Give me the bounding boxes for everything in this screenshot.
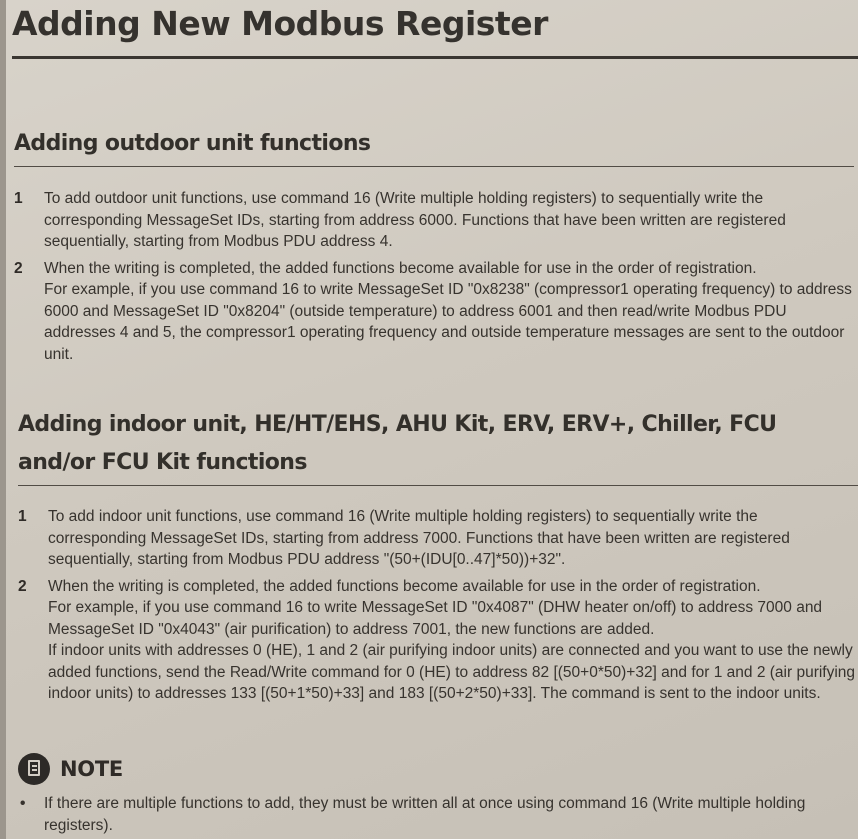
- item-number: 2: [18, 577, 27, 595]
- item-example-text: For example, if you use command 16 to write MessageSet ID "0x4087" (DHW heater on/off) to address 7000 and MessageSet ID "0x4043" (air purification) to address 7001, the new functions are added.: [48, 599, 823, 638]
- list-item: [18, 506, 858, 571]
- note-list: [18, 793, 838, 836]
- section-indoor-divider: [18, 485, 858, 486]
- section-outdoor-list: [14, 188, 858, 370]
- note-item: [18, 793, 838, 836]
- title-divider: [12, 56, 858, 59]
- page-title: Adding New Modbus Register: [12, 4, 548, 43]
- item-text: When the writing is completed, the added functions become available for use in the order of registration.: [48, 577, 761, 595]
- list-item: [14, 188, 858, 253]
- item-text: To add indoor unit functions, use command 16 (Write multiple holding registers) to sequentially write the corresponding MessageSet IDs, starting from address 7000. Functions that have been written are registered sequentially, starting from Modbus PDU address "(50+(IDU[0..47]*50))+32".: [48, 508, 790, 568]
- item-number: 2: [14, 259, 23, 277]
- section-outdoor-title: Adding outdoor unit functions: [14, 131, 371, 156]
- note-text: If there are multiple functions to add, they must be written all at once using command 16 (Write multiple holding registers).: [44, 795, 806, 834]
- list-item: [14, 258, 858, 366]
- item-number: 1: [14, 190, 23, 207]
- item-text: To add outdoor unit functions, use command 16 (Write multiple holding registers) to sequentially write the corresponding MessageSet IDs, starting from address 6000. Functions that have been written are registered sequentially, starting from Modbus PDU address 4.: [44, 190, 786, 250]
- document-icon: [18, 753, 50, 785]
- bullet-marker: •: [20, 795, 26, 812]
- note-label: NOTE: [60, 757, 123, 781]
- item-number: 1: [18, 508, 27, 525]
- item-address-text: If indoor units with addresses 0 (HE), 1 and 2 (air purifying indoor units) are connected and you want to use the newly added functions, send the Read/Write command for 0 (HE) to address 82 [(50+0*50)+32] and for 1 and 2 (air purifying indoor units) to addresses 133 [(50+1*50)+33] and 183 [(50+2*50)+33]. The command is sent to the indoor units.: [48, 642, 856, 702]
- item-text: When the writing is completed, the added functions become available for use in the order of registration.: [44, 259, 757, 277]
- page-edge: [0, 0, 6, 839]
- item-example-text: For example, if you use command 16 to write MessageSet ID "0x8238" (compressor1 operating frequency) to address 6000 and MessageSet ID "0x8204" (outside temperature) to address 6001 and then read/write Modbus PDU addresses 4 and 5, the compressor1 operating frequency and outside temperature messages are sent to the outdoor unit.: [44, 281, 852, 363]
- list-item: [18, 576, 858, 705]
- note-header: [18, 752, 123, 786]
- section-indoor-list: [18, 506, 858, 710]
- section-indoor-title: Adding indoor unit, HE/HT/EHS, AHU Kit, ERV, ERV+, Chiller, FCU and/or FCU Kit functions: [18, 412, 777, 475]
- section-outdoor-divider: [14, 166, 854, 167]
